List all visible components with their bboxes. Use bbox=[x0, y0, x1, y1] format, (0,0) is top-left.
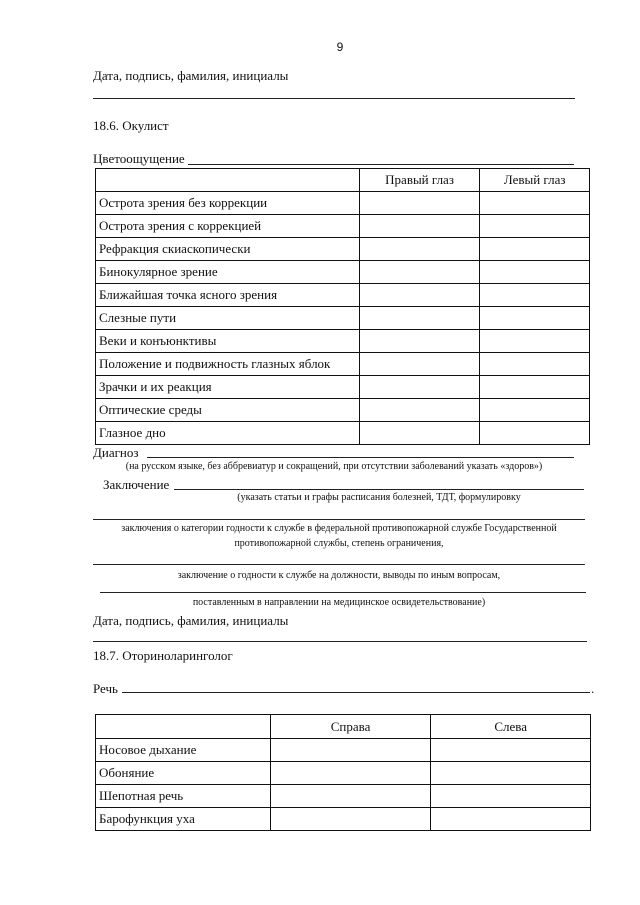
page-number: 9 bbox=[336, 40, 344, 54]
right-eye-cell[interactable] bbox=[359, 353, 480, 376]
right-cell[interactable] bbox=[270, 808, 431, 831]
table-row bbox=[96, 215, 590, 238]
conclusion-field-2[interactable] bbox=[93, 519, 585, 520]
right-cell[interactable] bbox=[270, 785, 431, 808]
row-label: Веки и конъюнктивы bbox=[96, 330, 360, 353]
oculist-table-header bbox=[96, 169, 590, 192]
row-label: Зрачки и их реакция bbox=[96, 376, 360, 399]
left-eye-cell[interactable] bbox=[480, 399, 590, 422]
row-label: Оптические среды bbox=[96, 399, 360, 422]
header-left: Слева bbox=[431, 715, 591, 739]
conclusion-hint-3: противопожарной службы, степень ограничения, bbox=[234, 538, 444, 549]
right-eye-cell[interactable] bbox=[359, 422, 480, 445]
row-label: Слезные пути bbox=[96, 307, 360, 330]
right-eye-cell[interactable] bbox=[359, 238, 480, 261]
right-eye-cell[interactable] bbox=[359, 330, 480, 353]
left-eye-cell[interactable] bbox=[480, 422, 590, 445]
table-row bbox=[96, 785, 591, 808]
row-label: Глазное дно bbox=[96, 422, 360, 445]
table-row bbox=[96, 353, 590, 376]
left-cell[interactable] bbox=[431, 785, 591, 808]
row-label: Положение и подвижность глазных яблок bbox=[96, 353, 360, 376]
left-eye-cell[interactable] bbox=[480, 284, 590, 307]
right-eye-cell[interactable] bbox=[359, 399, 480, 422]
table-row bbox=[96, 307, 590, 330]
row-label: Рефракция скиаскопически bbox=[96, 238, 360, 261]
row-label: Носовое дыхание bbox=[96, 739, 271, 762]
header-left-eye: Левый глаз bbox=[480, 169, 590, 192]
left-eye-cell[interactable] bbox=[480, 330, 590, 353]
color-perception-label: Цветоощущение bbox=[93, 151, 185, 166]
left-cell[interactable] bbox=[431, 808, 591, 831]
conclusion-hint-5: поставленным в направлении на медицинское освидетельствование) bbox=[192, 597, 486, 608]
row-label: Барофункция уха bbox=[96, 808, 271, 831]
row-label: Шепотная речь bbox=[96, 785, 271, 808]
table-row bbox=[96, 192, 590, 215]
right-cell[interactable] bbox=[270, 739, 431, 762]
left-cell[interactable] bbox=[431, 739, 591, 762]
right-eye-cell[interactable] bbox=[359, 261, 480, 284]
diagnosis-hint: (на русском языке, без аббревиатур и сокращений, при отсутствии заболеваний указать «здоров») bbox=[125, 461, 543, 472]
table-row bbox=[96, 762, 591, 785]
right-eye-cell[interactable] bbox=[359, 376, 480, 399]
table-row bbox=[96, 739, 591, 762]
table-row bbox=[96, 808, 591, 831]
conclusion-label: Заключение bbox=[103, 477, 170, 492]
row-label: Ближайшая точка ясного зрения bbox=[96, 284, 360, 307]
diagnosis-field[interactable] bbox=[147, 457, 574, 458]
speech-field-end: . bbox=[591, 681, 595, 696]
row-label: Обоняние bbox=[96, 762, 271, 785]
top-signature-label: Дата, подпись, фамилия, инициалы bbox=[93, 68, 289, 83]
conclusion-hint-4: заключение о годности к службе на должности, выводы по иным вопросам, bbox=[177, 570, 501, 581]
table-row bbox=[96, 399, 590, 422]
table-row bbox=[96, 261, 590, 284]
table-row bbox=[96, 330, 590, 353]
speech-field[interactable] bbox=[122, 692, 590, 693]
table-row bbox=[96, 376, 590, 399]
conclusion-field[interactable] bbox=[174, 489, 584, 490]
row-label: Острота зрения с коррекцией bbox=[96, 215, 360, 238]
right-eye-cell[interactable] bbox=[359, 215, 480, 238]
oculist-signature-label: Дата, подпись, фамилия, инициалы bbox=[93, 613, 289, 628]
conclusion-field-3[interactable] bbox=[93, 564, 585, 565]
header-blank bbox=[96, 715, 271, 739]
ent-section-title: 18.7. Оториноларинголог bbox=[93, 648, 233, 663]
header-blank bbox=[96, 169, 360, 192]
right-eye-cell[interactable] bbox=[359, 284, 480, 307]
color-perception-field[interactable] bbox=[188, 164, 574, 165]
ent-table bbox=[95, 714, 591, 831]
left-eye-cell[interactable] bbox=[480, 238, 590, 261]
left-cell[interactable] bbox=[431, 762, 591, 785]
right-eye-cell[interactable] bbox=[359, 192, 480, 215]
table-row bbox=[96, 284, 590, 307]
ent-table-header bbox=[96, 715, 591, 739]
left-eye-cell[interactable] bbox=[480, 307, 590, 330]
row-label: Острота зрения без коррекции bbox=[96, 192, 360, 215]
diagnosis-label: Диагноз bbox=[93, 445, 139, 460]
left-eye-cell[interactable] bbox=[480, 376, 590, 399]
conclusion-hint-2: заключения о категории годности к службе в федеральной противопожарной службе Государственной bbox=[121, 523, 557, 534]
left-eye-cell[interactable] bbox=[480, 215, 590, 238]
speech-label: Речь bbox=[93, 681, 118, 696]
header-right: Справа bbox=[270, 715, 431, 739]
oculist-table bbox=[95, 168, 590, 445]
table-row bbox=[96, 238, 590, 261]
row-label: Бинокулярное зрение bbox=[96, 261, 360, 284]
right-cell[interactable] bbox=[270, 762, 431, 785]
left-eye-cell[interactable] bbox=[480, 192, 590, 215]
oculist-signature-line[interactable] bbox=[93, 641, 587, 642]
top-signature-line[interactable] bbox=[93, 98, 575, 99]
left-eye-cell[interactable] bbox=[480, 353, 590, 376]
table-row bbox=[96, 422, 590, 445]
left-eye-cell[interactable] bbox=[480, 261, 590, 284]
conclusion-field-4[interactable] bbox=[100, 592, 586, 593]
right-eye-cell[interactable] bbox=[359, 307, 480, 330]
oculist-section-title: 18.6. Окулист bbox=[93, 118, 169, 133]
header-right-eye: Правый глаз bbox=[359, 169, 480, 192]
conclusion-hint-1: (указать статьи и графы расписания болезней, ТДТ, формулировку bbox=[237, 492, 521, 503]
